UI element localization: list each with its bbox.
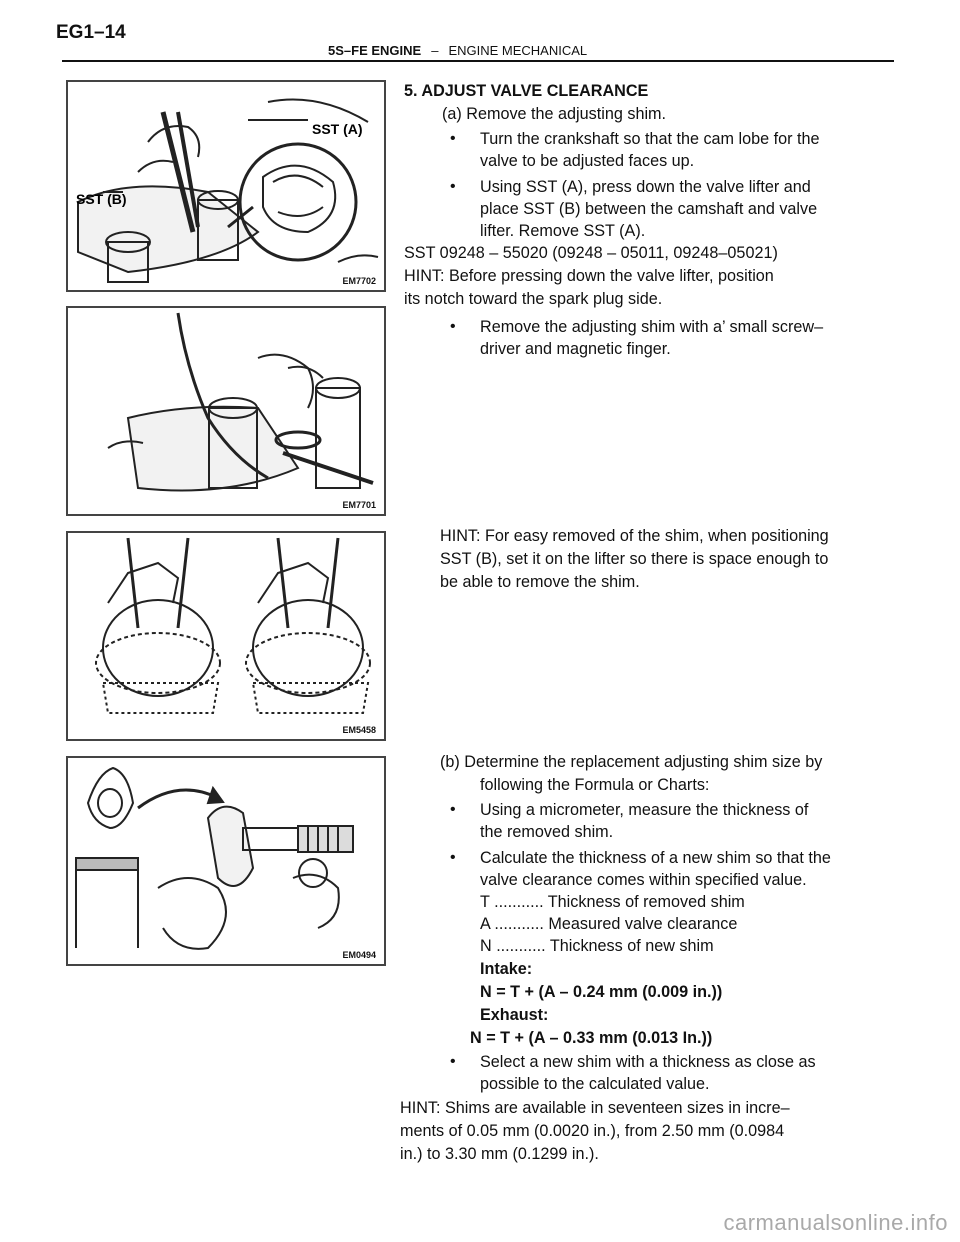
b-bullet1-line1: Using a micrometer, measure the thickness of [480, 801, 809, 819]
a-bullet2-line2: place SST (B) between the camshaft and valve [480, 200, 818, 218]
callout-sst-a: SST (A) [312, 121, 363, 137]
page-id: EG1–14 [56, 22, 126, 43]
intake-formula: N = T + (A – 0.24 mm (0.009 in.)) [480, 983, 723, 1001]
running-header [328, 43, 587, 58]
sub-step-b-heading-line2: following the Formula or Charts: [480, 776, 710, 794]
figure-sst-positioning [66, 531, 386, 741]
figure-sst-illustration [68, 82, 384, 290]
hint1-line2: its notch toward the spark plug side. [404, 290, 663, 308]
legend-t: T ........... Thickness of removed shim [480, 893, 745, 911]
figure-micrometer [66, 756, 386, 966]
bullet-marker: • [450, 801, 456, 818]
exhaust-label: Exhaust: [480, 1006, 549, 1024]
legend-a: A ........... Measured valve clearance [480, 915, 738, 933]
hint3-line2: ments of 0.05 mm (0.0020 in.), from 2.50 mm (0.0984 [400, 1122, 785, 1140]
a-bullet1-line2: valve to be adjusted faces up. [480, 152, 695, 170]
b-bullet3-line1: Select a new shim with a thickness as close as [480, 1053, 816, 1071]
bullet-marker: • [450, 178, 456, 195]
figure-code: EM0494 [342, 950, 376, 960]
header-section: 5S–FE ENGINE [328, 43, 422, 58]
b-bullet3-line2: possible to the calculated value. [480, 1075, 710, 1093]
legend-n: N ........... Thickness of new shim [480, 937, 714, 955]
hint3-line1: HINT: Shims are available in seventeen sizes in incre– [400, 1099, 790, 1117]
figure-micrometer-illustration [68, 758, 384, 964]
b-bullet1-line2: the removed shim. [480, 823, 614, 841]
header-rule [62, 60, 894, 62]
figure-code: EM7702 [342, 276, 376, 286]
hint3-line3: in.) to 3.30 mm (0.1299 in.). [400, 1145, 599, 1163]
b-bullet2-line1: Calculate the thickness of a new shim so that the [480, 849, 831, 867]
hint2-line3: be able to remove the shim. [440, 573, 640, 591]
a-bullet2-line1: Using SST (A), press down the valve lifter and [480, 178, 811, 196]
figure-sst-valve-lifter [66, 80, 386, 292]
header-separator: – [431, 43, 439, 58]
figure-code: EM7701 [342, 500, 376, 510]
bullet-marker: • [450, 849, 456, 866]
watermark: carmanualsonline.info [723, 1210, 948, 1235]
a-bullet3-line1: Remove the adjusting shim with a’ small screw– [480, 318, 824, 336]
header-subsection: ENGINE MECHANICAL [448, 43, 588, 58]
exhaust-formula: N = T + (A – 0.33 mm (0.013 In.)) [470, 1029, 713, 1047]
sub-step-a-heading: (a) Remove the adjusting shim. [442, 105, 667, 123]
figure-remove-shim-illustration [68, 308, 384, 514]
a-bullet3-line2: driver and magnetic finger. [480, 340, 671, 358]
hint2-line1: HINT: For easy removed of the shim, when positioning [440, 527, 829, 545]
figure-sst-positioning-illustration [68, 533, 384, 739]
bullet-marker: • [450, 318, 456, 335]
hint2-line2: SST (B), set it on the lifter so there is space enough to [440, 550, 829, 568]
figure-remove-shim [66, 306, 386, 516]
sub-step-b-heading-line1: (b) Determine the replacement adjusting shim size by [440, 753, 823, 771]
a-bullet2-line3: lifter. Remove SST (A). [480, 222, 646, 240]
bullet-marker: • [450, 130, 456, 147]
step-title: 5. ADJUST VALVE CLEARANCE [404, 82, 649, 100]
hint1-line1: HINT: Before pressing down the valve lifter, position [404, 267, 774, 285]
a-bullet1-line1: Turn the crankshaft so that the cam lobe for the [480, 130, 820, 148]
bullet-marker: • [450, 1053, 456, 1070]
intake-label: Intake: [480, 960, 533, 978]
callout-sst-b: SST (B) [76, 191, 127, 207]
sst-number: SST 09248 – 55020 (09248 – 05011, 09248–05021) [404, 244, 778, 262]
figure-code: EM5458 [342, 725, 376, 735]
b-bullet2-line2: valve clearance comes within specified value. [480, 871, 807, 889]
